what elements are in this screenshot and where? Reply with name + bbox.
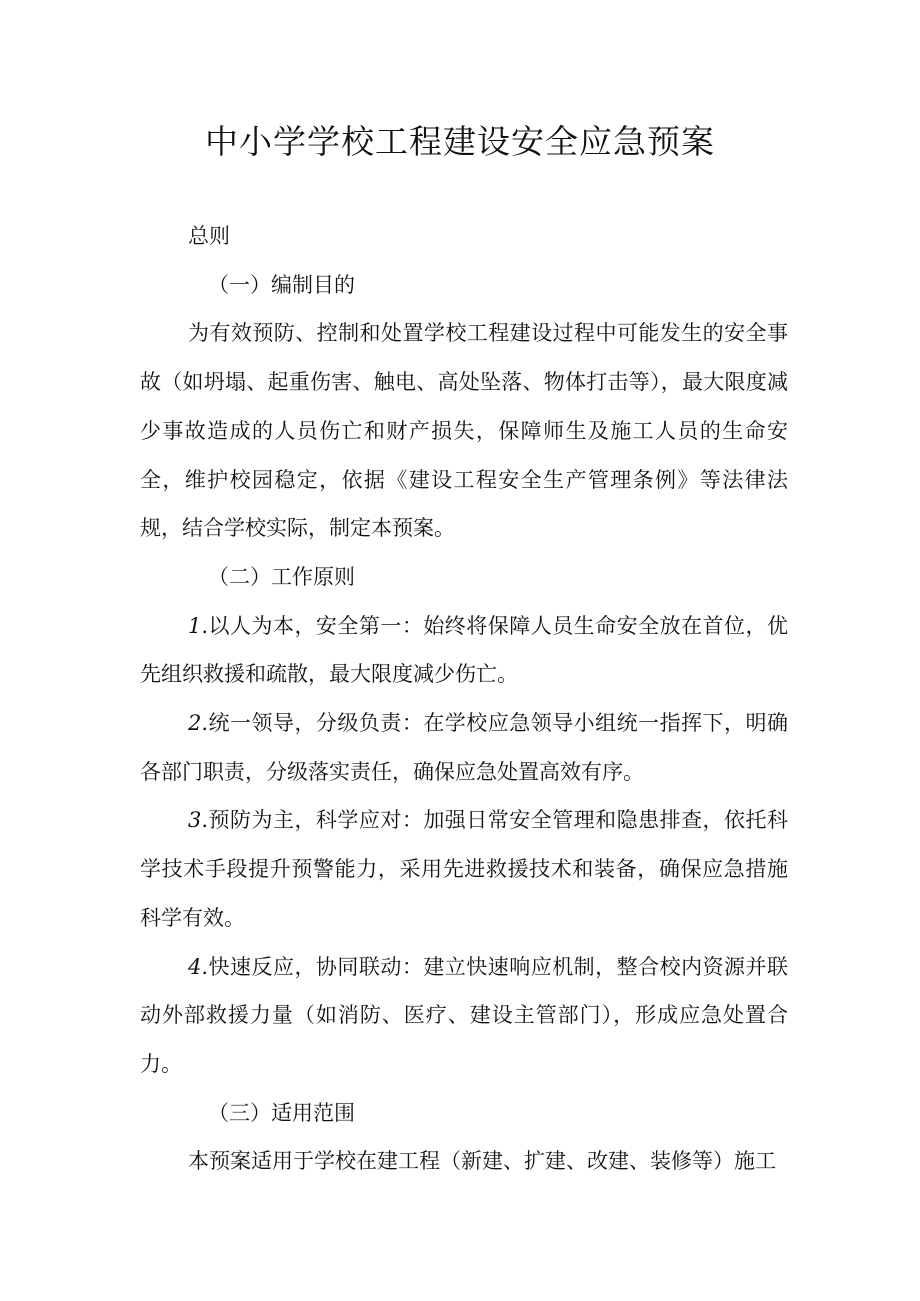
principle-number: 3 [188,808,202,833]
section-scope-heading: （三）适用范围 [208,1100,355,1125]
section-purpose-body: 为有效预防、控制和处置学校工程建设过程中可能发生的安全事故（如坍塌、起重伤害、触电、高处坠落、物体打击等），最大限度减少事故造成的人员伤亡和财产损失，保障师生及施工人员的生命安全，维护校园稳定，依据《建设工程安全生产管理条例》等法律法规，结合学校实际，制定本预案。 [140,321,788,541]
principle-text: .以人为本，安全第一：始终将保障人员生命安全放在首位，优先组织救援和疏散，最大限度减少伤亡。 [140,613,788,687]
principle-number: 4 [188,954,202,979]
principle-item [140,796,788,942]
principle-number: 1 [188,613,202,638]
general-heading: 总则 [188,224,230,248]
principle-text: .快速反应，协同联动：建立快速响应机制，整合校内资源并联动外部救援力量（如消防、医疗、建设主管部门），形成应急处置合力。 [140,954,788,1076]
principle-item [140,699,788,796]
principle-text: .预防为主，科学应对：加强日常安全管理和隐患排查，依托科学技术手段提升预警能力，采用先进救援技术和装备，确保应急措施科学有效。 [140,808,788,930]
principle-text: .统一领导，分级负责：在学校应急领导小组统一指挥下，明确各部门职责，分级落实责任，确保应急处置高效有序。 [140,711,788,784]
principle-item [140,943,788,1089]
section-principles-heading: （二）工作原则 [208,564,355,589]
principle-item [140,602,788,699]
section-scope-body: 本预案适用于学校在建工程（新建、扩建、改建、装修等）施工 [188,1149,776,1174]
section-purpose-heading: （一）编制目的 [208,272,355,297]
document-body [140,212,788,1186]
principle-number: 2 [188,711,202,736]
document-title: 中小学学校工程建设安全应急预案 [205,122,715,161]
